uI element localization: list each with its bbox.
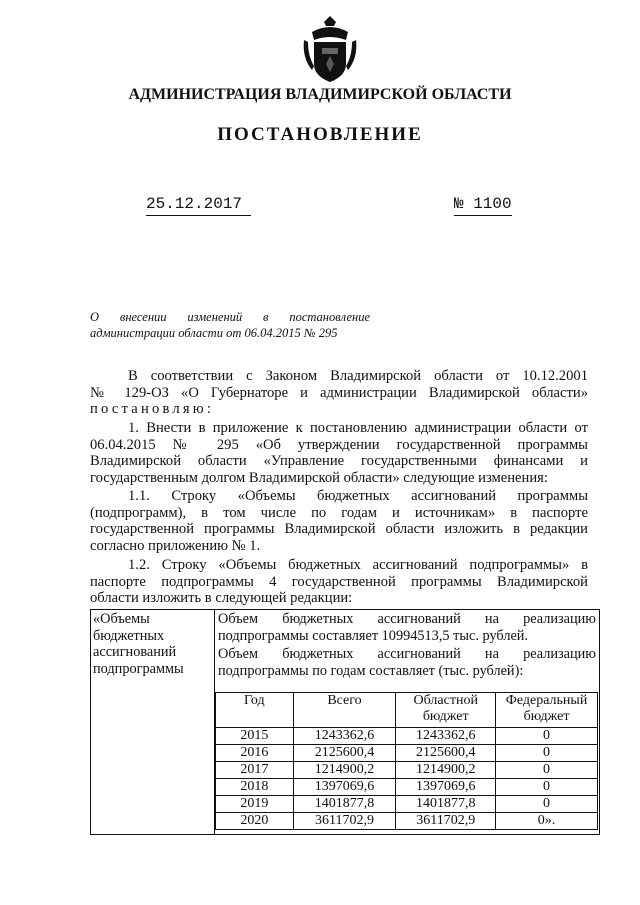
column-header-year: Год xyxy=(216,693,294,728)
total-cell: 2125600,4 xyxy=(293,745,396,762)
text-line: государственной программы Владимирской области изложить в редакции xyxy=(90,521,588,537)
table-row xyxy=(216,762,598,779)
regional-cell: 3611702,9 xyxy=(396,813,496,830)
regional-cell: 1397069,6 xyxy=(396,779,496,796)
table-row xyxy=(216,779,598,796)
text-line: В соответствии с Законом Владимирской области от 10.12.2001 xyxy=(128,368,588,384)
year-cell: 2020 xyxy=(216,813,294,830)
total-cell: 1397069,6 xyxy=(293,779,396,796)
regional-cell: 1243362,6 xyxy=(396,728,496,745)
total-cell: 3611702,9 xyxy=(293,813,396,830)
volume-by-year-text xyxy=(218,646,596,679)
paragraph-preamble xyxy=(90,368,588,418)
table-row-header-cell xyxy=(91,610,215,834)
regional-cell: 1214900,2 xyxy=(396,762,496,779)
paragraph-item-1-2 xyxy=(90,557,588,607)
table-row xyxy=(216,728,598,745)
subject-line: О внесении изменений в постановление xyxy=(90,310,370,324)
subject-line: администрации области от 06.04.2015 № 295 xyxy=(90,326,338,340)
text-line: (подпрограмм), в том числе по годам и источникам» в паспорте xyxy=(90,504,588,521)
cell-line: «Объемы xyxy=(93,611,150,627)
text-line: согласно приложению № 1. xyxy=(90,537,261,554)
federal-cell: 0 xyxy=(496,779,598,796)
federal-cell: 0 xyxy=(496,796,598,813)
column-header-federal-budget: Федеральный бюджет xyxy=(496,693,598,728)
year-cell: 2017 xyxy=(216,762,294,779)
federal-cell: 0 xyxy=(496,728,598,745)
table-row xyxy=(216,796,598,813)
coat-of-arms-emblem xyxy=(300,14,360,84)
year-cell: 2015 xyxy=(216,728,294,745)
column-header-regional-budget: Областной бюджет xyxy=(396,693,496,728)
text-line: 1.1. Строку «Объемы бюджетных ассигнований программы xyxy=(128,488,588,504)
document-type-title: ПОСТАНОВЛЕНИЕ xyxy=(217,124,423,145)
text-line: Объем бюджетных ассигнований на реализацию xyxy=(218,646,596,662)
funding-by-year-table xyxy=(215,692,598,830)
total-cell: 1243362,6 xyxy=(293,728,396,745)
organization-title: АДМИНИСТРАЦИЯ ВЛАДИМИРСКОЙ ОБЛАСТИ xyxy=(128,86,512,103)
federal-cell: 0». xyxy=(496,813,598,830)
cell-line: подпрограммы xyxy=(93,660,184,677)
document-date: 25.12.2017 xyxy=(146,195,251,216)
paragraph-item-1-1 xyxy=(90,488,588,554)
table-content-cell xyxy=(215,610,599,834)
table-row xyxy=(216,813,598,830)
text-line: подпрограммы составляет 10994513,5 тыс. рублей. xyxy=(218,627,529,644)
text-line: паспорте подпрограммы 4 государственной программы Владимирской xyxy=(90,573,588,590)
column-header-total: Всего xyxy=(293,693,396,728)
table-header-row xyxy=(216,693,598,728)
federal-cell: 0 xyxy=(496,762,598,779)
regional-cell: 2125600,4 xyxy=(396,745,496,762)
text-line: постановляю: xyxy=(90,401,215,417)
cell-line: ассигнований xyxy=(93,644,177,661)
volume-total-text xyxy=(218,611,596,644)
year-cell: 2019 xyxy=(216,796,294,813)
year-cell: 2018 xyxy=(216,779,294,796)
table-row xyxy=(216,745,598,762)
document-subject xyxy=(90,309,370,341)
total-cell: 1214900,2 xyxy=(293,762,396,779)
text-line: Владимирской области «Управление государственными финансами и xyxy=(90,453,588,469)
document-number: № 1100 xyxy=(454,195,512,216)
text-line: государственным долгом Владимирской области» следующие изменения: xyxy=(90,469,548,486)
text-line: 1. Внести в приложение к постановлению администрации области от xyxy=(128,420,588,436)
federal-cell: 0 xyxy=(496,745,598,762)
total-cell: 1401877,8 xyxy=(293,796,396,813)
budget-table xyxy=(90,609,600,835)
text-line: 1.2. Строку «Объемы бюджетных ассигнований подпрограммы» в xyxy=(128,557,588,573)
year-cell: 2016 xyxy=(216,745,294,762)
text-line: подпрограммы по годам составляет (тыс. рублей): xyxy=(218,662,524,679)
text-line: 06.04.2015 № 295 «Об утверждении государственной программы xyxy=(90,436,588,453)
text-line: № 129-ОЗ «О Губернаторе и администрации Владимирской области» xyxy=(90,384,588,401)
regional-cell: 1401877,8 xyxy=(396,796,496,813)
text-line: области изложить в следующей редакции: xyxy=(90,590,353,606)
paragraph-item-1 xyxy=(90,420,588,486)
cell-line: бюджетных xyxy=(93,627,165,644)
text-line: Объем бюджетных ассигнований на реализацию xyxy=(218,611,596,627)
